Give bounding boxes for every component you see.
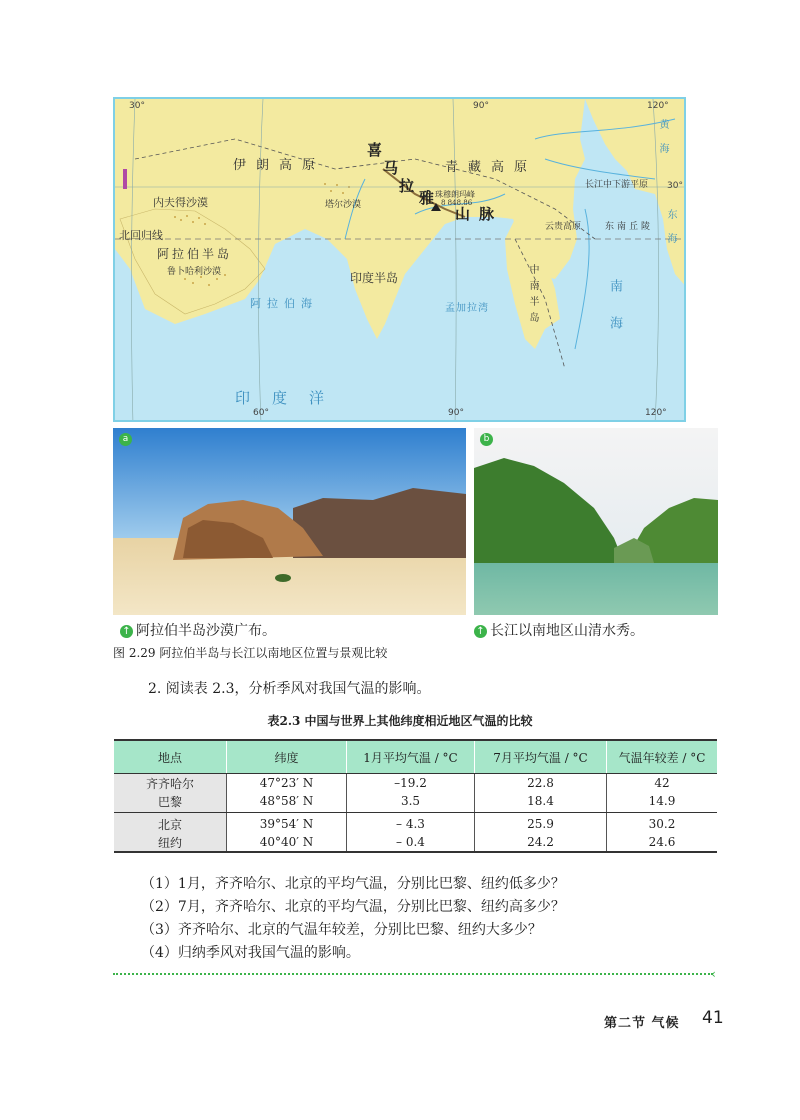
photo-b-badge: b: [480, 433, 493, 446]
table-header-row: [114, 740, 717, 774]
cell-annual-range: 24.6: [607, 833, 718, 852]
deg-top-120: 120°: [647, 101, 669, 111]
header-annual-range: 气温年较差 / °C: [607, 740, 718, 774]
figure-caption: 图 2.29 阿拉伯半岛与长江以南地区位置与景观比较: [113, 646, 388, 660]
cell-jul-temp: 22.8: [475, 774, 607, 793]
photo-yangtze-south: [474, 428, 718, 615]
cell-jan-temp: – 4.3: [347, 813, 475, 834]
label-south-china-sea: 南海: [607, 279, 622, 353]
label-thar-desert: 塔尔沙漠: [325, 200, 362, 210]
cell-location: 北京: [114, 813, 227, 834]
location-map: [113, 97, 686, 422]
cell-jan-temp: 3.5: [347, 792, 475, 813]
table-title: 表2.3 中国与世界上其他纬度相近地区气温的比较: [267, 714, 533, 728]
photo-a-badge: a: [119, 433, 132, 446]
cell-jul-temp: 25.9: [475, 813, 607, 834]
label-east-sea: 东海: [665, 209, 676, 257]
caption-a: [120, 620, 276, 640]
label-tropic-of-cancer: 北回归线: [119, 229, 163, 242]
table-row: [114, 792, 717, 813]
photo-arabian-desert: [113, 428, 466, 615]
label-indian-peninsula: 印度半岛: [350, 271, 399, 285]
dotted-divider: [113, 973, 713, 975]
label-arabian-sea: 阿拉伯海: [250, 297, 318, 310]
deg-bottom-60: 60°: [253, 408, 269, 418]
cell-latitude: 47°23′ N: [227, 774, 347, 793]
subquestion-1: （1）1月，齐齐哈尔、北京的平均气温，分别比巴黎、纽约低多少？: [141, 876, 565, 892]
label-rub-desert: 鲁卜哈利沙漠: [167, 267, 222, 277]
page-number: 41: [702, 1008, 724, 1028]
label-bay-of-bengal: 孟加拉湾: [445, 303, 489, 314]
cell-annual-range: 30.2: [607, 813, 718, 834]
deg-bottom-90: 90°: [448, 408, 464, 418]
label-everest-height: 8 848.86: [441, 199, 473, 207]
cell-annual-range: 14.9: [607, 792, 718, 813]
label-yungui-plateau: 云贵高原: [545, 222, 582, 232]
deg-right-30: 30°: [667, 181, 683, 191]
deg-bottom-120: 120°: [645, 408, 667, 418]
footer-section-title: 第二节 气候: [604, 1016, 680, 1031]
label-yangtze-plain: 长江中下游平原: [585, 180, 649, 190]
cell-location: 齐齐哈尔: [114, 774, 227, 793]
header-latitude: 纬度: [227, 740, 347, 774]
question-2: 2. 阅读表 2.3，分析季风对我国气温的影响。: [148, 681, 431, 697]
cell-jan-temp: –19.2: [347, 774, 475, 793]
deg-top-30: 30°: [129, 101, 145, 111]
label-indian-ocean: 印度洋: [235, 389, 347, 407]
subquestion-3: （3）齐齐哈尔、北京的气温年较差，分别比巴黎、纽约大多少？: [141, 922, 542, 938]
label-nafud-desert: 内夫得沙漠: [153, 196, 208, 209]
subquestion-2: （2）7月，齐齐哈尔、北京的平均气温，分别比巴黎、纽约高多少？: [141, 899, 565, 915]
header-jul-temp: 7月平均气温 / °C: [475, 740, 607, 774]
label-iran-plateau: 伊朗高原: [233, 158, 326, 173]
cell-jul-temp: 24.2: [475, 833, 607, 852]
table-row: [114, 813, 717, 834]
caption-b-text: 长江以南地区山清水秀。: [490, 623, 644, 639]
label-southeast-hills: 东南丘陵: [605, 222, 654, 232]
label-everest: 珠穆朗玛峰: [435, 190, 475, 199]
cell-location: 巴黎: [114, 792, 227, 813]
label-himalaya-3: 拉: [399, 177, 415, 195]
cell-latitude: 48°58′ N: [227, 792, 347, 813]
cell-latitude: 39°54′ N: [227, 813, 347, 834]
header-location: 地点: [114, 740, 227, 774]
river-photo-graphic: [474, 428, 718, 615]
header-jan-temp: 1月平均气温 / °C: [347, 740, 475, 774]
label-yellow-sea: 黄海: [657, 119, 668, 167]
label-tibet-plateau: 青藏高原: [445, 160, 538, 175]
cell-jan-temp: – 0.4: [347, 833, 475, 852]
cell-annual-range: 42: [607, 774, 718, 793]
label-himalaya-6: 脉: [479, 205, 495, 223]
cell-location: 纽约: [114, 833, 227, 852]
deg-top-90: 90°: [473, 101, 489, 111]
label-himalaya-4: 雅: [419, 189, 435, 207]
table-row: [114, 833, 717, 852]
caption-a-text: 阿拉伯半岛沙漠广布。: [136, 623, 276, 639]
caption-b: [474, 620, 644, 640]
arrow-up-icon: ↑: [120, 625, 133, 638]
label-arabian-peninsula: 阿拉伯半岛: [157, 247, 233, 261]
label-himalaya-2: 马: [383, 159, 399, 177]
label-himalaya-1: 喜: [367, 141, 383, 159]
cell-jul-temp: 18.4: [475, 792, 607, 813]
cell-latitude: 40°40′ N: [227, 833, 347, 852]
arrow-up-icon: ↑: [474, 625, 487, 638]
desert-photo-graphic: [113, 428, 466, 615]
temperature-table: [114, 739, 717, 853]
label-himalaya-5: 山: [455, 205, 471, 223]
subquestion-4: （4）归纳季风对我国气温的影响。: [141, 945, 360, 961]
label-indochina: 中南半岛: [527, 264, 538, 328]
chevron-left-icon: ‹: [711, 967, 716, 981]
table-row: [114, 774, 717, 793]
